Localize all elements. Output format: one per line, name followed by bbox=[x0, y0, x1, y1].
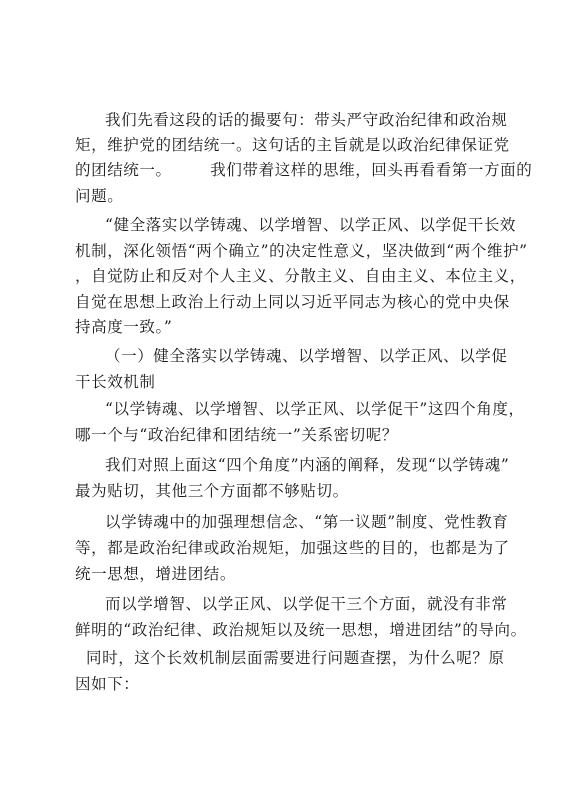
text-line: 哪一个与“政治纪律和团结统一”关系密切呢？ bbox=[75, 426, 398, 444]
text-line: 矩，维护党的团结统一。这句话的主旨就是以政治纪律保证党 bbox=[75, 136, 510, 154]
text-line: 以学铸魂中的加强理想信念、“第一议题”制度、党性教育 bbox=[105, 513, 509, 531]
text-line: 我们对照上面这“四个角度”内涵的阐释，发现“以学铸魂” bbox=[105, 456, 510, 474]
text-line: 自觉在思想上政治上行动上同以习近平同志为核心的党中央保 bbox=[75, 293, 510, 311]
text-line: 等，都是政治纪律或政治规矩，加强这些的目的，也都是为了 bbox=[75, 539, 510, 557]
text-line: 持高度一致。” bbox=[75, 318, 173, 336]
text-line: 问题。 bbox=[75, 187, 124, 205]
text-line: ，自觉防止和反对个人主义、分散主义、自由主义、本位主义， bbox=[75, 267, 526, 285]
text-line: “以学铸魂、以学增智、以学正风、以学促干”这四个角度， bbox=[105, 400, 525, 418]
section-heading: 干长效机制 bbox=[75, 373, 156, 391]
text-line: 我们先看这段的话的撮要句：带头严守政治纪律和政治规 bbox=[105, 111, 508, 129]
text-line: 机制，深化领悟“两个确立”的决定性意义，坚决做到“两个维护” bbox=[75, 242, 528, 260]
text-line: 的团结统一。 我们带着这样的思维，回头再看看第一方面的 bbox=[75, 161, 533, 179]
text-line: 最为贴切，其他三个方面都不够贴切。 bbox=[75, 482, 349, 500]
text-line: 鲜明的“政治纪律、政治规矩以及统一思想，增进团结”的导向。 bbox=[75, 621, 527, 639]
text-line: 因如下： bbox=[75, 675, 140, 693]
text-line: 而以学增智、以学正风、以学促干三个方面，就没有非常 bbox=[105, 595, 508, 613]
text-line: 统一思想，增进团结。 bbox=[75, 565, 237, 583]
text-line: “健全落实以学铸魂、以学增智、以学正风、以学促干长效 bbox=[105, 216, 517, 234]
text-line: 同时，这个长效机制层面需要进行问题查摆，为什么呢？原 bbox=[86, 649, 505, 667]
section-heading: （一）健全落实以学铸魂、以学增智、以学正风、以学促 bbox=[105, 347, 508, 365]
